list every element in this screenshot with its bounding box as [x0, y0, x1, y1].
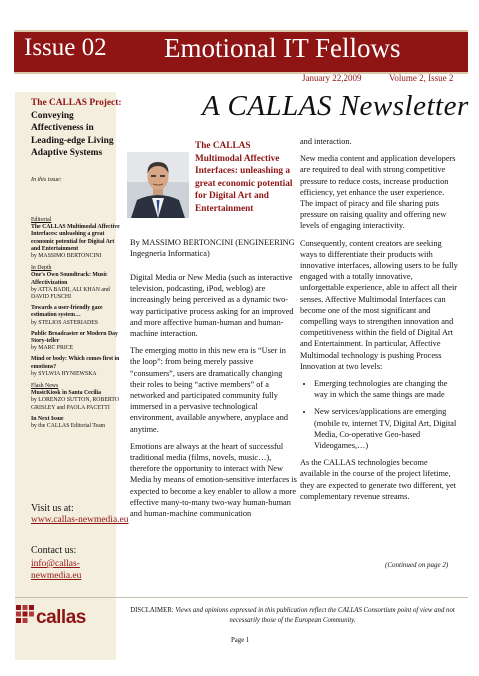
toc-item-author: by the CALLAS Editorial Team	[31, 423, 106, 430]
list-item: • Emerging technologies are changing the way in which the same things are made	[314, 378, 458, 400]
callas-logo-icon	[15, 604, 35, 624]
author-photo	[127, 152, 189, 218]
paragraph: and interaction.	[300, 137, 352, 146]
visit-label: Visit us at:	[31, 503, 74, 514]
toc-item-title[interactable]: In Next Issue	[31, 415, 64, 422]
toc-item-author: by STELIOS ASTERIADES	[31, 319, 98, 326]
author-portrait-icon	[127, 152, 189, 218]
toc-item-title[interactable]: One's Own Soundtrack: Music Affectivization	[31, 272, 108, 286]
website-link[interactable]: www.callas-newmedia.eu	[31, 515, 129, 525]
project-line: Adaptive Systems	[31, 148, 103, 158]
paragraph: Digital Media or New Media (such as interactive television, podcasting, iPod, weblog) are increasingly being perceived as a dynamic two-way participative process asking for an improved and more affective human-human and human-machine interaction.	[130, 273, 294, 339]
article-column-1	[130, 272, 298, 525]
bullet-list	[300, 378, 458, 451]
newsletter-name: A CALLAS Newsletter	[202, 90, 469, 122]
disclaimer	[120, 606, 465, 626]
toc-item-title[interactable]: Towards a user-friendly gaze estimation system…	[31, 305, 103, 319]
article-byline: By MASSIMO BERTONCINI (ENGINEERING Ingegneria Informatica)	[130, 238, 295, 258]
disclaimer-label: DISCLAIMER:	[130, 607, 174, 614]
in-this-issue-heading: In this issue:	[31, 177, 62, 183]
toc-item-author: by MARC PRICE	[31, 345, 74, 352]
footer-divider	[15, 597, 468, 598]
toc-item-author: by ATTA BADII, ALI KHAN and DAVID FUSCHI	[31, 286, 110, 301]
paragraph: New media content and application developers are required to deal with strong competitive pressure to reduce costs, increase production efficiency, yet enhance the user experience. The impact of piracy and file sharing puts pressure on raising quality and offering new levels of engaging interactivity.	[300, 154, 456, 231]
project-label: The CALLAS Project:	[31, 98, 122, 108]
toc-section: Editorial	[31, 217, 52, 223]
volume-info: Volume 2, Issue 2	[389, 73, 454, 83]
project-line: Leading-edge Living	[31, 135, 114, 146]
page-number: Page 1	[231, 637, 250, 644]
project-line: Affectiveness in	[31, 123, 94, 133]
paragraph: As the CALLAS technologies become available in the course of the project lifetime, they are expected to generate two different, yet complementary revenue streams.	[300, 458, 457, 501]
disclaimer-text: Views and opinions expressed in this publication reflect the CALLAS Consortium point of view and not necessarily those of the European Community.	[175, 607, 455, 624]
article-title: The CALLAS Multimodal Affective Interfaces: unleashing a great economic potential for Digital Art and Entertainment	[195, 141, 293, 214]
contact-label: Contact us:	[31, 545, 77, 556]
paragraph: The emerging motto in this new era is “User in the loop”: from being merely passive “consumers”, users are dramatically changing their roles to being “active members” of a networked and participated community fully immersed in a pervasive technological environment, available anywhere, anyplace and anytime.	[130, 346, 289, 434]
newsletter-masthead-title: Emotional IT Fellows	[164, 33, 401, 63]
project-line: Conveying	[31, 110, 74, 121]
callas-logo-text: callas	[36, 607, 86, 628]
toc-section: In Depth	[31, 265, 52, 272]
paragraph: Consequently, content creators are seeking ways to differentiate their products with innovative interfaces, allowing users to be fully engaged with a totally innovative, unforgettable experience, able to affect all their senses. Affective Multimodal Interfaces can become one of the most significant and compelling ways to strengthen innovation and competitiveness within the field of Digital Art and Entertainment. In particular, Affective Multimodal technology is pushing Process Innovation at two levels:	[300, 238, 458, 371]
continued-note: (Continued on page 2)	[385, 561, 449, 569]
toc-item-author: by MASSIMO BERTONCINI	[31, 253, 102, 260]
project-description	[31, 97, 123, 160]
list-item: • New services/applications are emerging (mobile tv, internet TV, Digital Art, Digital Media, Co-operative Geo-based Videogames,…)	[314, 406, 458, 451]
toc-item-title[interactable]: Public Broadcaster or Modern Day Story-teller	[31, 330, 118, 345]
toc-item-title[interactable]: MusicKiosk in Santa Cecilia	[31, 390, 102, 397]
table-of-contents	[31, 212, 121, 434]
paragraph: Emotions are always at the heart of successful traditional media (films, novels, music…), therefore the opportunity to interact with New Media by means of emotion-sensitive interfaces is expected to become a key enabler to allow a more effective many-to-many two-way human-human and human-machine communication	[130, 441, 297, 519]
issue-number: Issue 02	[24, 34, 107, 61]
toc-item-title[interactable]: Mind or body: Which comes first in emotions?	[31, 356, 120, 370]
issue-date: January 22,2009	[302, 73, 362, 83]
toc-section: Flash News	[31, 383, 59, 390]
toc-item-author: by SYLWIA HYNIEWSKA	[31, 370, 97, 377]
toc-item-title[interactable]: The CALLAS Multimodal Affective Interfaces: unleashing a great economic potential for Digital Art and Entertainment	[31, 224, 120, 252]
toc-item-author: by LORENZO SUTTON, ROBERTO GRISLEY and PAOLA PACETTI	[31, 397, 120, 411]
contact-email-link[interactable]: info@callas-newmedia.eu	[31, 559, 82, 581]
article-column-2	[300, 136, 458, 508]
